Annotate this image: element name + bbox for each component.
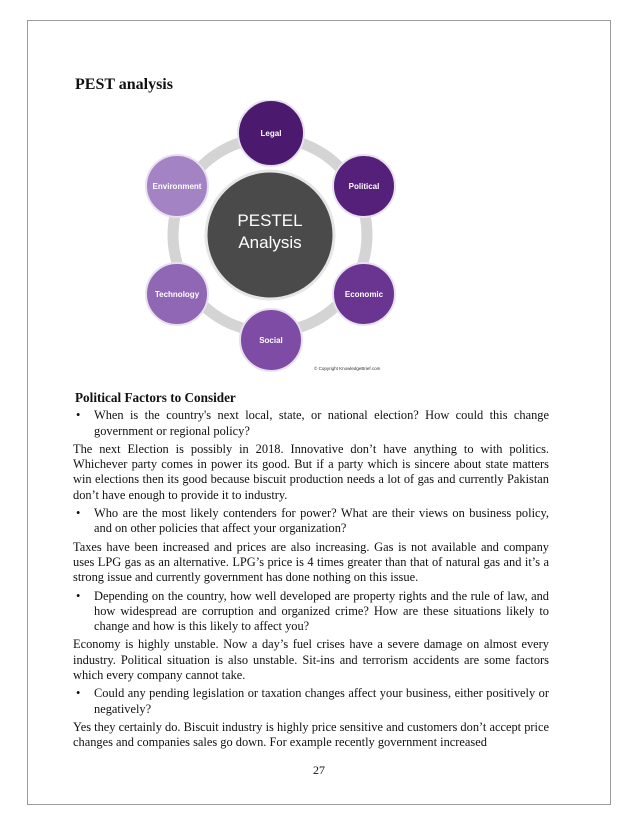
section-title: Political Factors to Consider	[75, 390, 236, 405]
node-environment-label: Environment	[152, 182, 202, 191]
bullet-3	[73, 589, 549, 635]
paragraph-4: Yes they certainly do. Biscuit industry is highly price sensitive and customers don’t accept price changes and companies sales go down. For example recently government increased	[73, 719, 549, 750]
center-circle	[206, 171, 334, 299]
node-economic-label: Economic	[344, 290, 384, 299]
bullet-4	[73, 686, 549, 717]
node-political	[333, 155, 395, 217]
node-legal	[238, 100, 304, 166]
bullet-3-text: Depending on the country, how well developed are property rights and the rule of law, and how widespread are corruption and organized crime? How are these situations likely to change and how is this likely to affect you?	[94, 588, 549, 634]
paragraph-3: Economy is highly unstable. Now a day’s fuel crises have a severe damage on almost every industry. Political situation is also unstable. Sit-ins and terrorism accidents are some factors which every company cannot take.	[73, 637, 549, 683]
node-technology-label: Technology	[154, 290, 200, 299]
node-legal-label: Legal	[260, 129, 282, 138]
bullet-dot: •	[76, 588, 81, 603]
node-environment	[146, 155, 208, 217]
paragraph-2: Taxes have been increased and prices are also increasing. Gas is not available and company uses LPG gas as an alternative. LPG’s price is 4 times greater than that of natural gas and it’s a strong issue and currently government has done nothing on this issue.	[73, 539, 549, 585]
pestel-svg	[140, 100, 420, 380]
center-label-line1: PESTEL	[237, 211, 303, 230]
bullet-2	[73, 506, 549, 537]
body-content	[73, 390, 549, 754]
bullet-1-text: When is the country's next local, state, or national election? How could this change government or regional policy?	[94, 408, 549, 438]
center-label-line2: Analysis	[238, 233, 302, 252]
page-number: 27	[313, 763, 325, 777]
node-social-label: Social	[259, 336, 283, 345]
bullet-2-text: Who are the most likely contenders for power? What are their views on business policy, and on other policies that affect your organization?	[94, 506, 549, 536]
page-heading: PEST analysis	[75, 76, 173, 93]
node-social	[240, 309, 302, 371]
paragraph-1: The next Election is possibly in 2018. Innovative don’t have anything to with politics. Whichever party comes in power its good. But if a party which is sincere about state matters win elections then its good because biscuit production needs a lot of gas and currently Pakistan don’t have enough to provide it to industry.	[73, 441, 549, 502]
bullet-4-text: Could any pending legislation or taxation changes affect your business, either positively or negatively?	[94, 686, 549, 716]
bullet-dot: •	[76, 408, 81, 423]
bullet-1	[73, 408, 549, 439]
bullet-dot: •	[76, 686, 81, 701]
pestel-diagram	[140, 100, 420, 380]
node-technology	[146, 263, 208, 325]
node-economic	[333, 263, 395, 325]
bullet-dot: •	[76, 506, 81, 521]
node-political-label: Political	[348, 182, 380, 191]
diagram-copyright: © Copyright KnowledgeBrief.com	[314, 366, 381, 371]
